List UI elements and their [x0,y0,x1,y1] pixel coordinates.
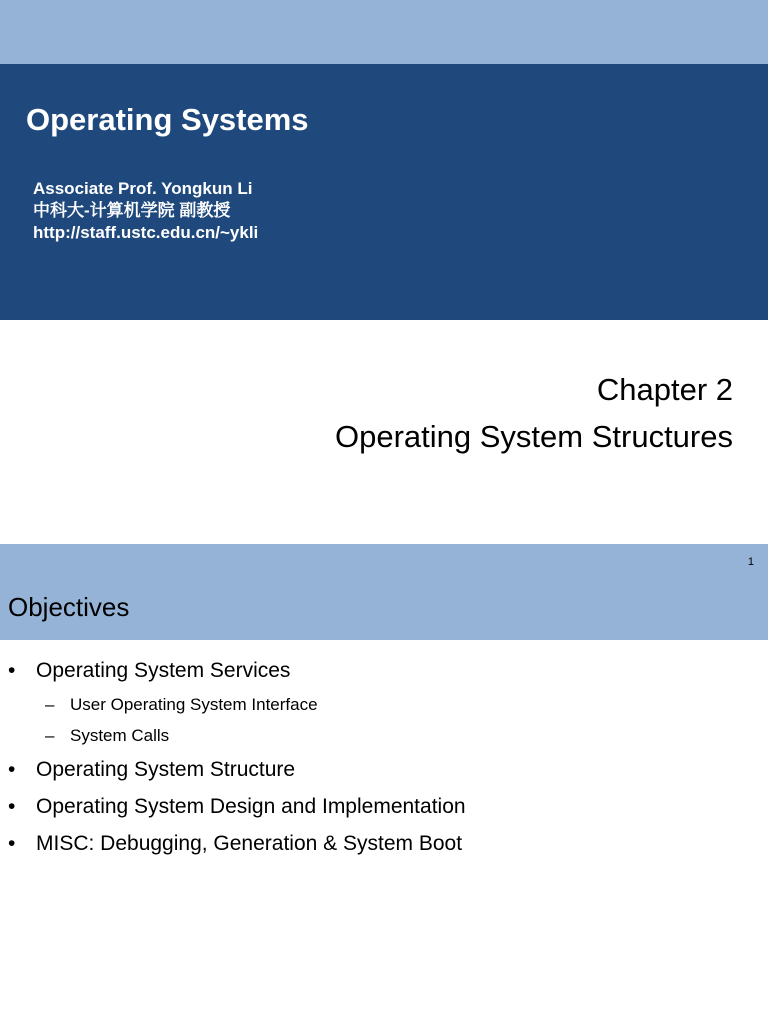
sub-bullet-marker: – [45,726,55,745]
sub-list-item [0,720,768,751]
list-item-text: Operating System Structure [36,758,296,781]
chapter-number: Chapter 2 [596,372,733,407]
author-homepage: http://staff.ustc.edu.cn/~ykli [33,223,259,242]
sub-list-item [0,689,768,720]
list-item [0,788,768,825]
chapter-heading [335,366,733,460]
objectives-slide [0,544,768,1024]
bullet-marker: • [8,758,16,781]
bullet-marker: • [8,795,16,818]
slide-header-band [0,544,768,640]
author-info [33,178,258,244]
author-affiliation: 中科大-计算机学院 副教授 [33,201,231,220]
list-item [0,825,768,862]
sub-bullet-marker: – [45,695,55,714]
list-item [0,652,768,689]
list-item-text: Operating System Design and Implementation [36,795,466,818]
sub-list-item-text: User Operating System Interface [70,695,318,714]
top-accent-band [0,0,768,64]
list-item-text: MISC: Debugging, Generation & System Boot [36,832,463,855]
bullet-marker: • [8,832,16,855]
bullet-marker: • [8,659,16,682]
objectives-list [0,652,768,862]
course-title: Operating Systems [26,102,309,137]
slide-title: Objectives [8,592,130,622]
list-item-text: Operating System Services [36,659,291,682]
list-item [0,751,768,788]
sub-list-item-text: System Calls [70,726,170,745]
author-name: Associate Prof. Yongkun Li [33,179,253,198]
chapter-subtitle: Operating System Structures [335,419,733,454]
page-number: 1 [747,556,754,568]
